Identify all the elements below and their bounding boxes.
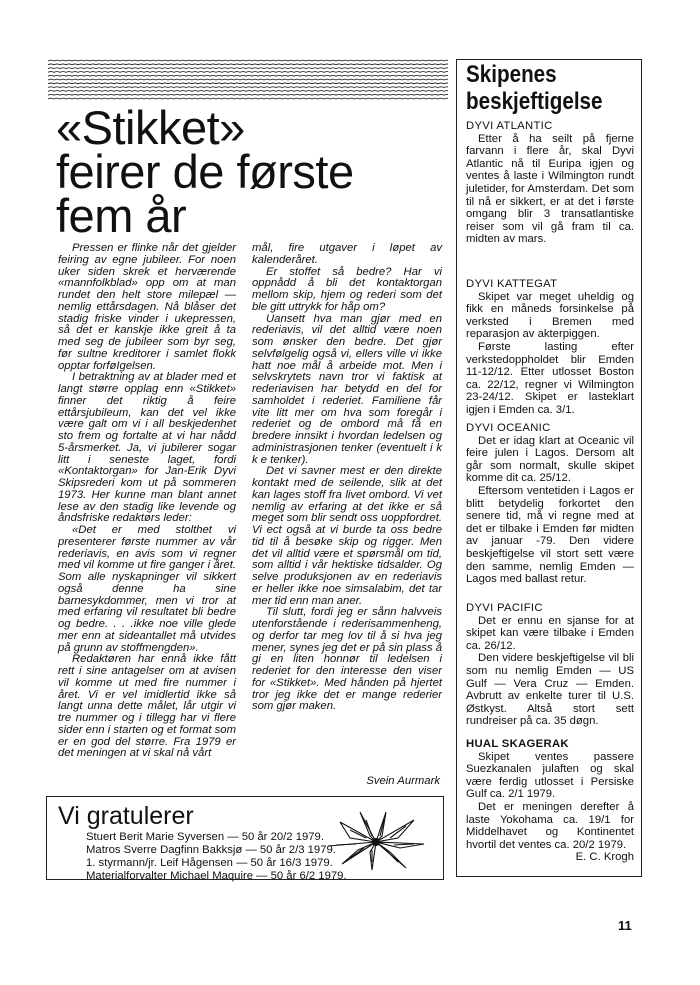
section-dyvi-oceanic [466, 422, 634, 586]
section-heading: DYVI ATLANTIC [466, 120, 553, 132]
paragraph: Eftersom ventetiden i Lagos er blitt betydelig forkortet den senere tid, må vi regne med at det er tilbake i Emden før midten av januar -79. Den videre beskjeftigelse vil stort sett være den samme, nemlig Emden — Lagos med ballast retur. [466, 484, 634, 586]
wave-line [48, 91, 448, 92]
sidebar-title-line: beskjeftigelse [466, 88, 603, 115]
paragraph: Skipet ventes passere Suezkanalen julaften og skal være ferdig utlosset i Persiske Gulf ca. 2/1 1979. [466, 750, 634, 801]
paragraph: Det vi savner mest er den direkte kontakt med de seilende, slik at det kan lages stoff fra livet ombord. Vi vet nemlig av erfaring at det ikke er så meget som blir sendt oss uoppfordret. Vi ect også at vi burde ta oss bedre tid til å besøke skip og rigger. Men det vil alltid være et spørsmål om tid, som alltid i vår hektiske tidsalder. Og selve produksjonen av en rederiavis er heller ikke noe simsalabim, det tar mer tid enn man aner. [252, 465, 442, 607]
wave-line [48, 75, 448, 76]
paragraph: Det er meningen derefter å laste Yokohama ca. 19/1 for Middelhavet og Kontinentet hvortil det ventes ca. 20/2 1979. [466, 800, 634, 851]
sidebar-title-line: Skipenes [466, 61, 557, 88]
paragraph: Til slutt, fordi jeg er sånn halvveis utenforstående i rederisammenheng, og derfor tar meg lov til å si hva jeg mener, synes jeg det er på sin plass å gi en liten honnør til ledelsen i rederiet for den interesse den viser for «Stikket». Med hånden på hjertet tror jeg ikke det er mange rederier som gjør maken. [252, 606, 442, 713]
title-line: fem år [56, 189, 187, 242]
wavy-lines-ornament [48, 58, 448, 102]
paragraph: Første lasting efter verkstedoppholdet blir Emden 11-12/12. Etter utlosset Boston ca. 22/12, regner vi Wilmington 23-24/12. Skipet er lasteklart igjen i Emden ca. 3/1. [466, 340, 634, 416]
sidebar-signature: E. C. Krogh [575, 851, 634, 864]
section-heading: DYVI PACIFIC [466, 602, 543, 614]
article-title [56, 101, 456, 242]
section-heading: DYVI KATTEGAT [466, 278, 558, 290]
paragraph: Redaktøren har ennå ikke fått rett i sine antagelser om at avisen vil komme ut med fire nummer i året. Vi er vel imidlertid ikke så langt unna dette målet, lår utgir vi tre nummer og i tillegg har vi flere sider enn i starten og et format som er en god del større. Fra 1979 er det meningen at vi skal nå vårt [58, 653, 236, 760]
congrats-item: Matros Sverre Dagfinn Bakksjø — 50 år 2/3 1979. [86, 844, 336, 856]
poinsettia-illustration [320, 808, 432, 872]
wave-line [48, 83, 448, 84]
paragraph: «Det er med stolthet vi presenterer første nummer av vår rederiavis, en avis som vi regner med vil komme ut fire ganger i året. Som alle nyskapninger vil sikkert også denne ha sine barnesykdommer, men vi tror at med erfaring vil resultatet bli bedre og bedre. . . .ikke noe ville glede mer enn at sideantallet må utvides på grunn av stoffmengden». [58, 524, 236, 654]
wave-line [48, 98, 448, 99]
article-column-2 [252, 243, 442, 713]
paragraph: Uansett hva man gjør med en rederiavis, vil det alltid være noen som ønsker den bedre. Det gjør selvfølgelig også vi, ellers ville vi ikke hatt noe mål å arbeide mot. Men i selvskrytets navn tror vi faktisk at rederiavisen har betydd en del for samholdet i rederiet. Familiene får vite litt mer om hva som foregår i rederiet og de ombord må få en bredere innsikt i hvordan ledelsen og administrasjonen tenker (eventuelt i k k e tenker). [252, 312, 442, 466]
paragraph: Den videre beskjeftigelse vil bli som nu nemlig Emden — US Gulf — Vera Cruz — Emden. Avbrutt av enkelte turer til U.S. Østkyst. Altså stort sett rundreiser på ca. 35 døgn. [466, 652, 634, 728]
title-line: «Stikket» [56, 101, 245, 154]
congrats-item: Materialforvalter Michael Maquire — 50 år 6/2 1979. [86, 870, 347, 882]
sidebar-title [466, 61, 603, 115]
paragraph: Er stoffet så bedre? Har vi oppnådd å bli det kontaktorgan mellom skip, hjem og rederi som det ble gitt uttrykk for håp om? [252, 265, 442, 313]
section-hual-skagerak [466, 738, 634, 864]
wave-line [48, 94, 448, 95]
congrats-item: 1. styrmann/jr. Leif Hågensen — 50 år 16/3 1979. [86, 857, 333, 869]
section-dyvi-kattegat [466, 278, 634, 417]
section-heading: DYVI OCEANIC [466, 422, 551, 434]
title-line: feirer de første [56, 145, 354, 198]
congrats-item: Stuert Berit Marie Syversen — 50 år 20/2 1979. [86, 831, 324, 843]
article-column-1 [58, 243, 236, 760]
page-number: 11 [618, 918, 632, 933]
congrats-title: Vi gratulerer [58, 802, 194, 830]
paragraph: Skipet var meget uheldig og fikk en måneds forsinkelse på verksted i Bremen med reparasjon av akterpiggen. [466, 290, 634, 341]
article-signature: Svein Aurmark [366, 775, 440, 787]
congrats-list [86, 831, 347, 883]
paragraph: Pressen er flinke når det gjelder feiring av egne jubileer. For noen uker siden skrek et herværende «mannfolkblad» opp om at man rundet den helt store milepæl — nemlig ettårsdagen. Nå blåser det stadig friske vinder i ukepressen, så det er kanskje ikke greit å ta med seg de jubileer som byr seg, før sultne kreditorer i samlet flokk opptar forføIgelsen. [58, 242, 236, 372]
wave-line [48, 87, 448, 88]
paragraph: Det er idag klart at Oceanic vil feire julen i Lagos. Dersom alt går som normalt, skulle skipet komme dit ca. 25/12. [466, 434, 634, 485]
section-dyvi-atlantic [466, 120, 634, 246]
paragraph: Etter å ha seilt på fjerne farvann i flere år, skal Dyvi Atlantic nå til Euripa igjen og ventes å laste i Wilmington rundt juletider, for Amsterdam. Det som til nå er sikkert, er at det i første omgang blir 3 transatlantiske reiser som vil gå fram til ca. midten av mars. [466, 132, 634, 246]
section-dyvi-pacific [466, 602, 634, 728]
wave-line [48, 68, 448, 69]
paragraph: mål, fire utgaver i løpet av kalenderåret. [252, 242, 442, 266]
wave-line [48, 72, 448, 73]
paragraph: I betraktning av at blader med et langt større opplag enn «Stikket» finner det riktig å feire ettårsjubileum, kan det vel ikke være galt om vi i all beskjedenhet sto frem og fortalte at vi har nådd 5-årsmerket. Ja, vi jubilerer sogar litt i seneste laget, fordi «Kontaktorgan» for Jan-Erik Dyvi Skipsrederi kom ut på sommeren 1973. Her kunne man blant annet lese av den stadig like levende og åndsfriske redaktørs leder: [58, 371, 236, 525]
wave-line [48, 64, 448, 65]
section-heading: HUAL SKAGERAK [466, 738, 569, 750]
wave-line [48, 79, 448, 80]
paragraph: Det er ennu en sjanse for at skipet kan være tilbake i Emden ca. 26/12. [466, 614, 634, 652]
wave-line [48, 60, 448, 61]
